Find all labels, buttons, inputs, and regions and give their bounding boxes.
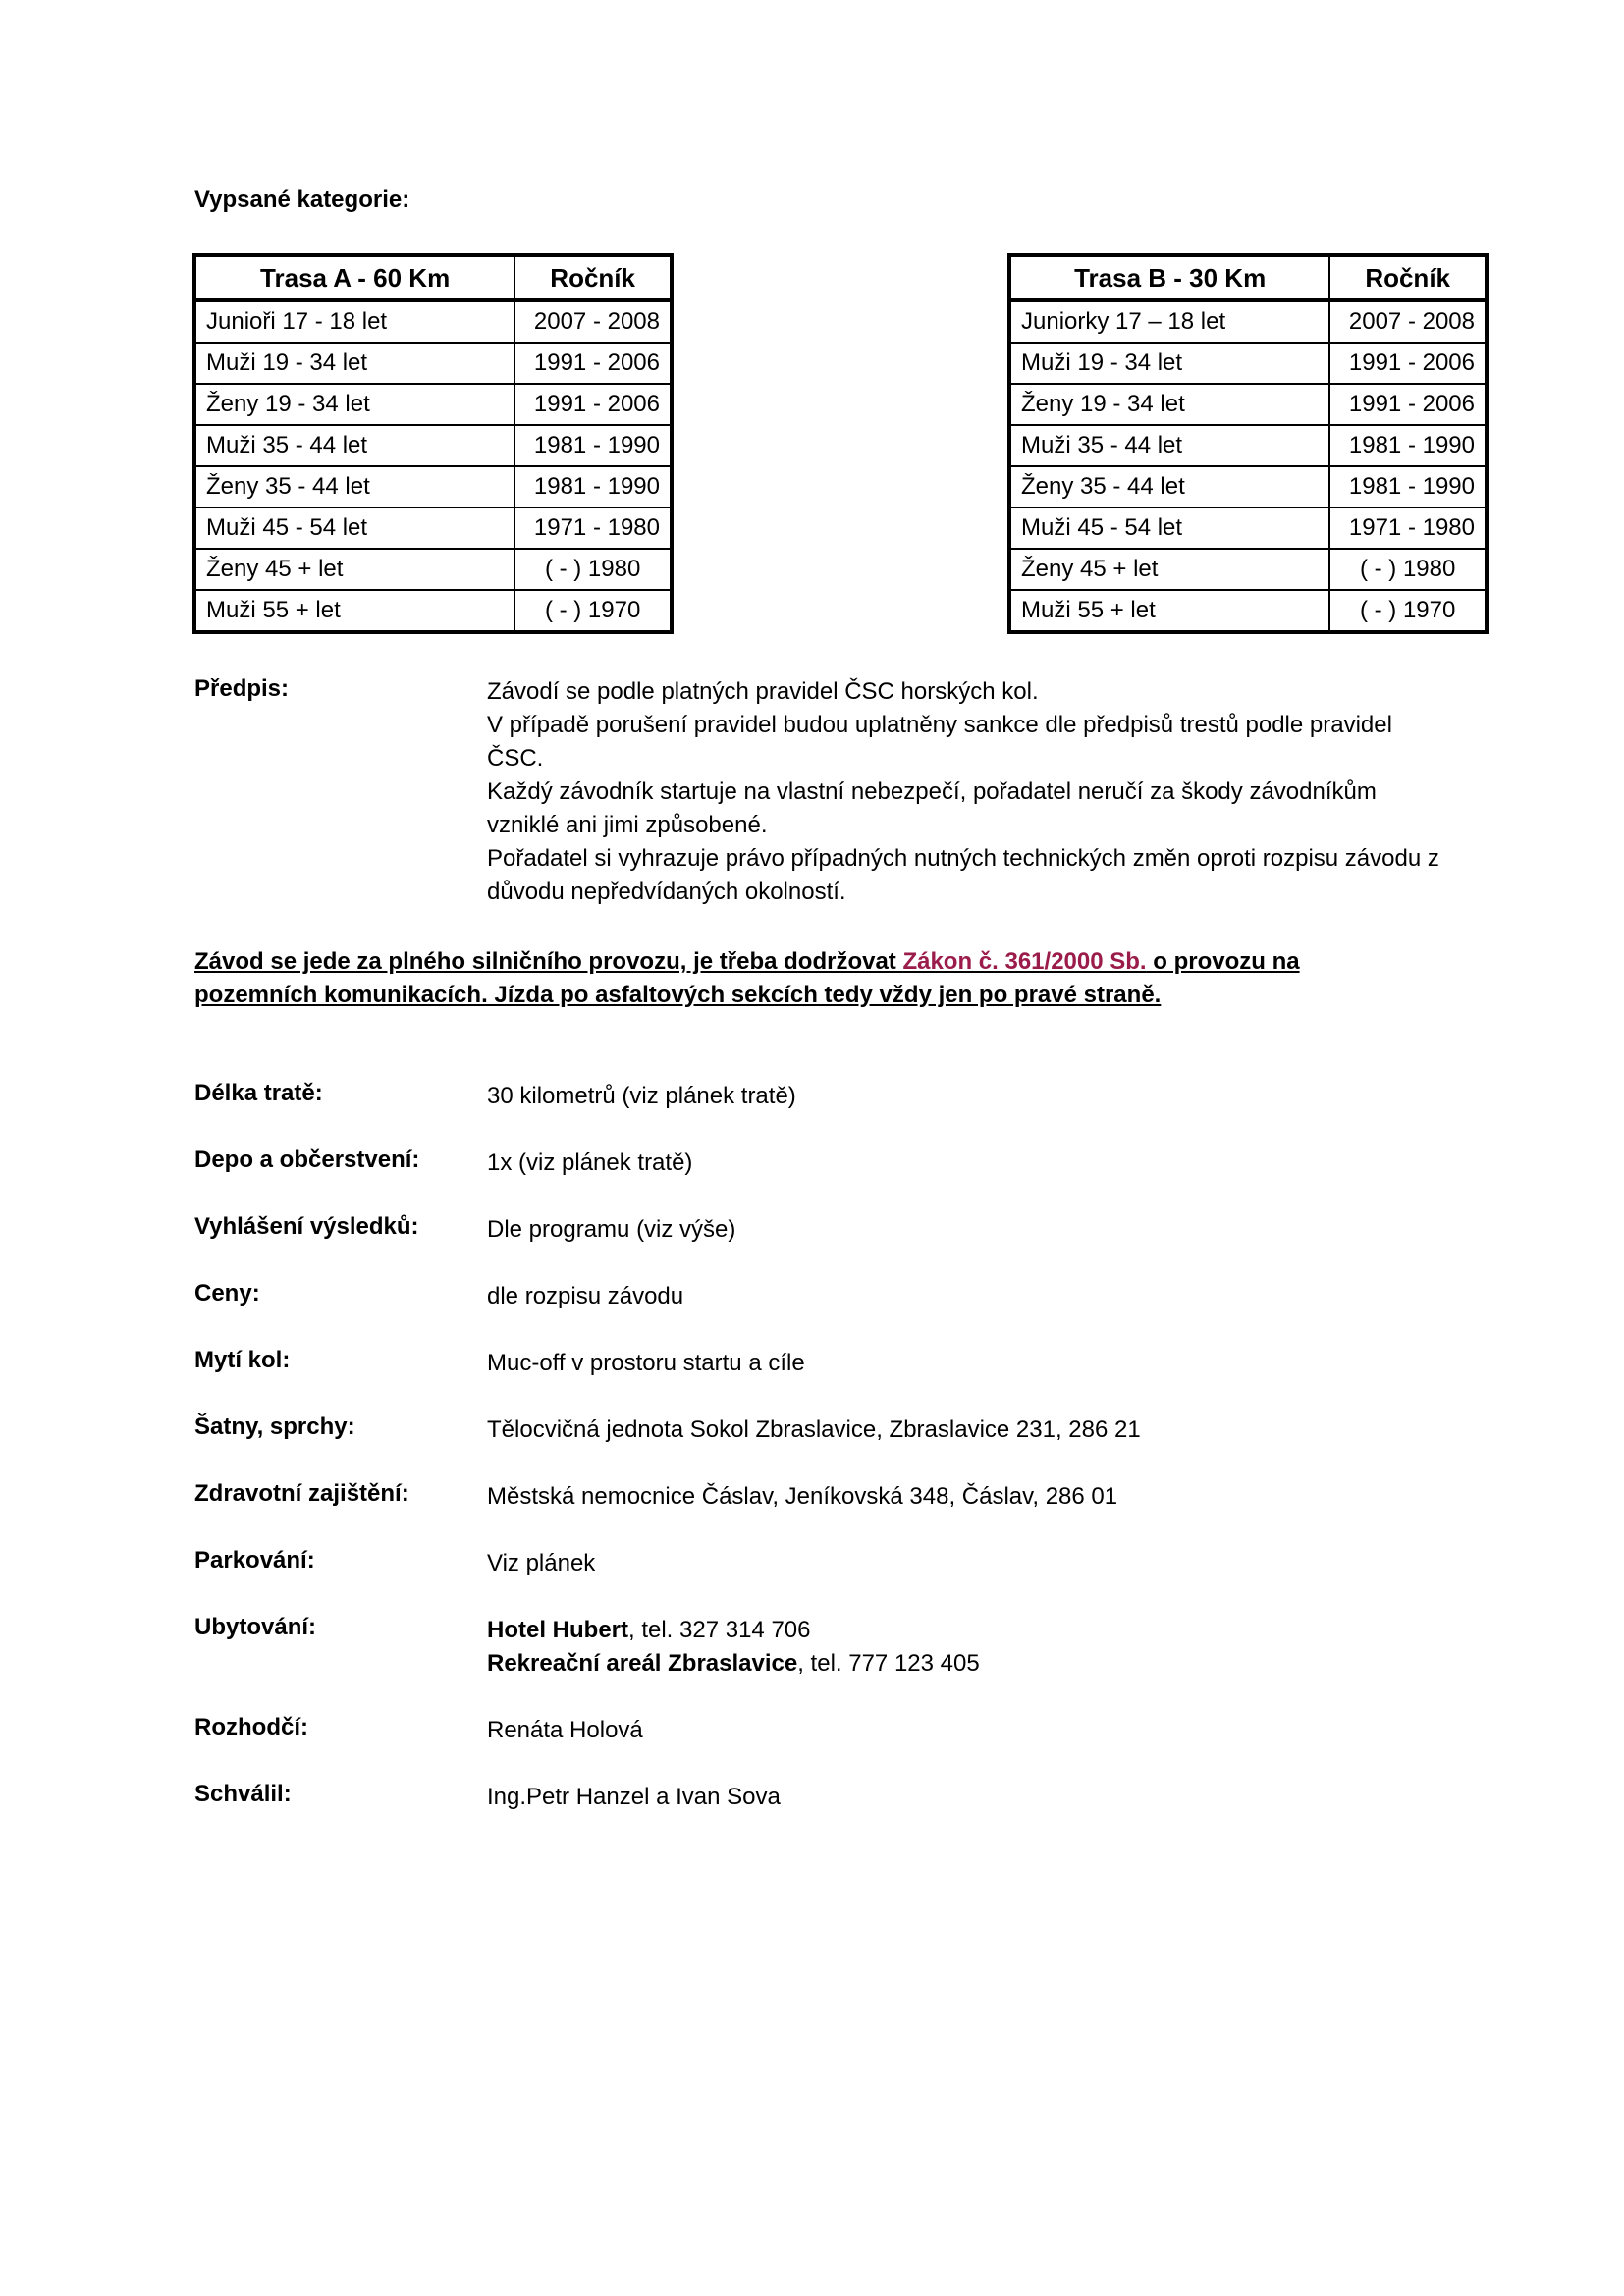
table-row [194, 343, 672, 384]
traffic-notice [194, 945, 1373, 1012]
category-cell: Ženy 35 - 44 let [194, 466, 514, 507]
year-cell: 2007 - 2008 [1329, 300, 1487, 343]
year-cell: 1971 - 1980 [1329, 507, 1487, 549]
category-cell: Muži 19 - 34 let [1009, 343, 1329, 384]
table-row [194, 549, 672, 590]
info-label: Parkování: [194, 1547, 315, 1574]
category-cell: Muži 45 - 54 let [1009, 507, 1329, 549]
table-row [1009, 466, 1487, 507]
rules-label: Předpis: [194, 675, 290, 702]
info-label: Šatny, sprchy: [194, 1414, 355, 1440]
year-header: Ročník [514, 255, 672, 300]
info-value: Renáta Holová [487, 1717, 643, 1743]
category-cell: Muži 45 - 54 let [194, 507, 514, 549]
year-cell: 1981 - 1990 [1329, 466, 1487, 507]
table-row [1009, 549, 1487, 590]
table-row [1009, 343, 1487, 384]
info-value: Tělocvičná jednota Sokol Zbraslavice, Zbraslavice 231, 286 21 [487, 1416, 1141, 1443]
year-cell: ( - ) 1970 [514, 590, 672, 632]
category-cell: Ženy 45 + let [1009, 549, 1329, 590]
info-label: Mytí kol: [194, 1347, 291, 1373]
category-cell: Muži 55 + let [1009, 590, 1329, 632]
hotel-phone: , tel. 327 314 706 [628, 1617, 811, 1643]
hotel-name: Hotel Hubert [487, 1617, 628, 1643]
year-header: Ročník [1329, 255, 1487, 300]
category-cell: Muži 35 - 44 let [194, 425, 514, 466]
table-row [1009, 590, 1487, 632]
year-cell: ( - ) 1970 [1329, 590, 1487, 632]
info-value: Dle programu (viz výše) [487, 1216, 736, 1243]
info-value: Městská nemocnice Čáslav, Jeníkovská 348, Čáslav, 286 01 [487, 1483, 1118, 1510]
info-value: dle rozpisu závodu [487, 1283, 684, 1309]
year-cell: 1991 - 2006 [1329, 343, 1487, 384]
category-cell: Muži 35 - 44 let [1009, 425, 1329, 466]
info-value: 30 kilometrů (viz plánek tratě) [487, 1083, 796, 1109]
info-value: Ing.Petr Hanzel a Ivan Sova [487, 1784, 781, 1810]
table-row [194, 590, 672, 632]
route-a-header: Trasa A - 60 Km [194, 255, 514, 300]
year-cell: 1981 - 1990 [514, 466, 672, 507]
category-cell: Muži 19 - 34 let [194, 343, 514, 384]
info-label: Rozhodčí: [194, 1714, 308, 1740]
notice-text-after: o provozu na pozemních komunikacích. Jízda po asfaltových sekcích tedy vždy jen po pravé straně. [194, 948, 1300, 1008]
year-cell: ( - ) 1980 [1329, 549, 1487, 590]
table-row [194, 466, 672, 507]
category-cell: Ženy 19 - 34 let [194, 384, 514, 425]
year-cell: 1991 - 2006 [514, 343, 672, 384]
hotel-phone: , tel. 777 123 405 [797, 1650, 980, 1677]
info-label: Zdravotní zajištění: [194, 1480, 409, 1507]
notice-text-before: Závod se jede za plného silničního provozu, je třeba dodržovat [194, 948, 903, 975]
info-label: Ubytování: [194, 1614, 317, 1640]
rules-paragraph: Pořadatel si vyhrazuje právo případných nutných technických změn oproti rozpisu závodu z důvodu nepředvídaných okolností. [487, 845, 1439, 905]
category-cell: Ženy 45 + let [194, 549, 514, 590]
year-cell: 1971 - 1980 [514, 507, 672, 549]
rules-paragraph: Každý závodník startuje na vlastní nebezpečí, pořadatel neručí za škody závodníkům vzniklé ani jimi způsobené. [487, 778, 1377, 838]
category-cell: Ženy 35 - 44 let [1009, 466, 1329, 507]
info-value: 1x (viz plánek tratě) [487, 1149, 693, 1176]
table-row [194, 507, 672, 549]
category-cell: Ženy 19 - 34 let [1009, 384, 1329, 425]
info-label: Vyhlášení výsledků: [194, 1213, 419, 1240]
route-a-table [192, 253, 674, 634]
info-value: Muc-off v prostoru startu a cíle [487, 1350, 805, 1376]
rules-paragraph: V případě porušení pravidel budou uplatněny sankce dle předpisů trestů podle pravidel ČSC. [487, 712, 1392, 772]
table-row [1009, 507, 1487, 549]
year-cell: 2007 - 2008 [514, 300, 672, 343]
table-row [1009, 425, 1487, 466]
year-cell: 1991 - 2006 [1329, 384, 1487, 425]
rules-body [487, 675, 1449, 909]
info-label: Schválil: [194, 1781, 292, 1807]
hotel-name: Rekreační areál Zbraslavice [487, 1650, 798, 1677]
route-b-table [1007, 253, 1489, 634]
year-cell: 1981 - 1990 [514, 425, 672, 466]
table-row [1009, 384, 1487, 425]
info-label: Ceny: [194, 1280, 260, 1307]
table-row [1009, 300, 1487, 343]
info-label: Depo a občerstvení: [194, 1147, 420, 1173]
info-label: Délka tratě: [194, 1080, 323, 1106]
category-cell: Muži 55 + let [194, 590, 514, 632]
categories-heading: Vypsané kategorie: [194, 187, 410, 213]
table-row [194, 300, 672, 343]
law-link[interactable]: Zákon č. 361/2000 Sb. [902, 948, 1147, 975]
route-b-header: Trasa B - 30 Km [1009, 255, 1329, 300]
year-cell: ( - ) 1980 [514, 549, 672, 590]
table-row [194, 384, 672, 425]
category-cell: Junioři 17 - 18 let [194, 300, 514, 343]
info-value: Viz plánek [487, 1550, 596, 1576]
year-cell: 1991 - 2006 [514, 384, 672, 425]
category-cell: Juniorky 17 – 18 let [1009, 300, 1329, 343]
year-cell: 1981 - 1990 [1329, 425, 1487, 466]
table-row [194, 425, 672, 466]
info-value [487, 1614, 980, 1681]
rules-paragraph: Závodí se podle platných pravidel ČSC horských kol. [487, 678, 1039, 705]
